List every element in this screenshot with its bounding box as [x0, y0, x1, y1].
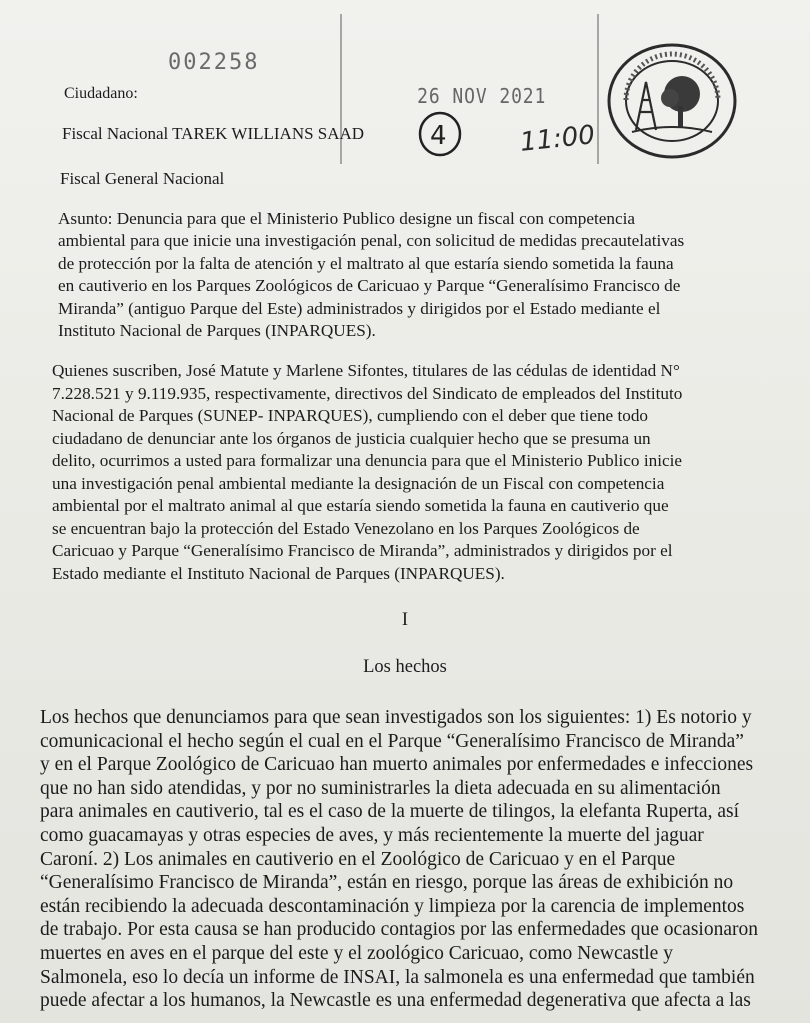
intro-line: una investigación penal ambiental mediante la designación de un Fiscal con competencia	[52, 473, 665, 493]
section-title: Los hechos	[363, 657, 447, 677]
facts-line: de trabajo. Por esta causa se han producido contagios por las enfermedades que ocasionaron	[40, 919, 758, 941]
intro-line: delito, ocurrimos a usted para formalizar una denuncia para que el Ministerio Publico inicie	[52, 451, 682, 470]
intro-line: Nacional de Parques (SUNEP- INPARQUES), cumpliendo con el deber que tiene todo	[52, 406, 649, 425]
facts-line: Los hechos que denunciamos para que sean investigados son los siguientes: 1) Es notorio y	[40, 707, 752, 728]
subject-paragraph	[58, 208, 762, 342]
intro-line: se encuentran bajo la protección del Estado Venezolano en los Parques Zoológicos de	[52, 518, 640, 538]
facts-line: “Generalísimo Francisco de Miranda”, están en riesgo, porque las áreas de exhibición no	[40, 872, 734, 894]
facts-line: Salmonela, eso lo decía un informe de INSAI, la salmonela es una enfermedad que también	[40, 966, 755, 988]
facts-line: como guacamayas y otras especies de aves, y más recientemente la muerte del jaguar	[40, 824, 704, 846]
subject-line: Instituto Nacional de Parques (INPARQUES).	[58, 321, 376, 341]
subject-line: de protección por la falta de atención y el maltrato al que estaría siendo sometida la fauna	[58, 253, 674, 273]
stamp-date: 26 NOV 2021	[417, 84, 547, 108]
addressee-role: Fiscal General Nacional	[60, 169, 225, 188]
intro-line: ciudadano de denunciar ante los órganos de justicia cualquier hecho que se presuma un	[52, 428, 651, 448]
union-seal-icon	[606, 42, 738, 160]
subject-line: en cautiverio en los Parques Zoológicos de Caricuao y Parque “Generalísimo Francisco de	[58, 276, 681, 296]
intro-line: Quienes suscriben, José Matute y Marlene Sifontes, titulares de las cédulas de identidad N°	[52, 361, 680, 380]
subject-line: Miranda” (antiguo Parque del Este) administrados y dirigidos por el Estado mediante el	[58, 298, 661, 318]
facts-line: están recibiendo la adecuada descontaminación y limpieza por la carencia de implementos	[40, 895, 745, 917]
section-number: I	[401, 610, 409, 630]
facts-line: y en el Parque Zoológico de Caricuao han muerto animales por enfermedades e infecciones	[40, 754, 754, 776]
salutation: Ciudadano:	[64, 85, 138, 102]
handwritten-circled-mark	[416, 108, 466, 160]
handwritten-time: 11:00	[518, 120, 597, 158]
intro-paragraph	[52, 360, 778, 585]
facts-paragraph	[40, 706, 792, 1013]
facts-line: para animales en cautiverio, tal es el caso de la muerte de tilingos, la elefanta Ruperta, así	[40, 801, 740, 823]
facts-line: que no han sido atendidas, y por no suministrarles la dieta adecuada en su alimentación	[40, 777, 721, 799]
intro-line: Caricuao y Parque “Generalísimo Francisco de Miranda”, administrados y dirigidos por el	[52, 541, 673, 560]
facts-line: comunicacional el hecho según el cual en el Parque “Generalísimo Francisco de Miranda”	[40, 730, 744, 752]
subject-line: Asunto: Denuncia para que el Ministerio Publico designe un fiscal con competencia	[58, 209, 636, 228]
intro-line: Estado mediante el Instituto Nacional de Parques (INPARQUES).	[52, 563, 505, 583]
facts-line: Caroní. 2) Los animales en cautiverio en el Zoológico de Caricuao y en el Parque	[40, 848, 676, 870]
intro-line: ambiental por el maltrato animal al que estaría siendo sometida la fauna en cautiverio que	[52, 496, 669, 515]
stamp-number: 002258	[168, 50, 260, 75]
facts-line: puede afectar a los humanos, la Newcastle es una enfermedad degenerativa que afecta a las	[40, 990, 751, 1012]
addressee-name: Fiscal Nacional TAREK WILLIANS SAAD	[62, 124, 365, 143]
facts-line: muertes en aves en el parque del este y el zoológico Caricuao, como Newcastle y	[40, 942, 673, 964]
intro-line: 7.228.521 y 9.119.935, respectivamente, directivos del Sindicato de empleados del Instituto	[52, 383, 683, 403]
subject-line: ambiental para que inicie una investigación penal, con solicitud de medidas precautelativas	[58, 231, 685, 251]
circled-mark-text: 4	[430, 121, 447, 151]
